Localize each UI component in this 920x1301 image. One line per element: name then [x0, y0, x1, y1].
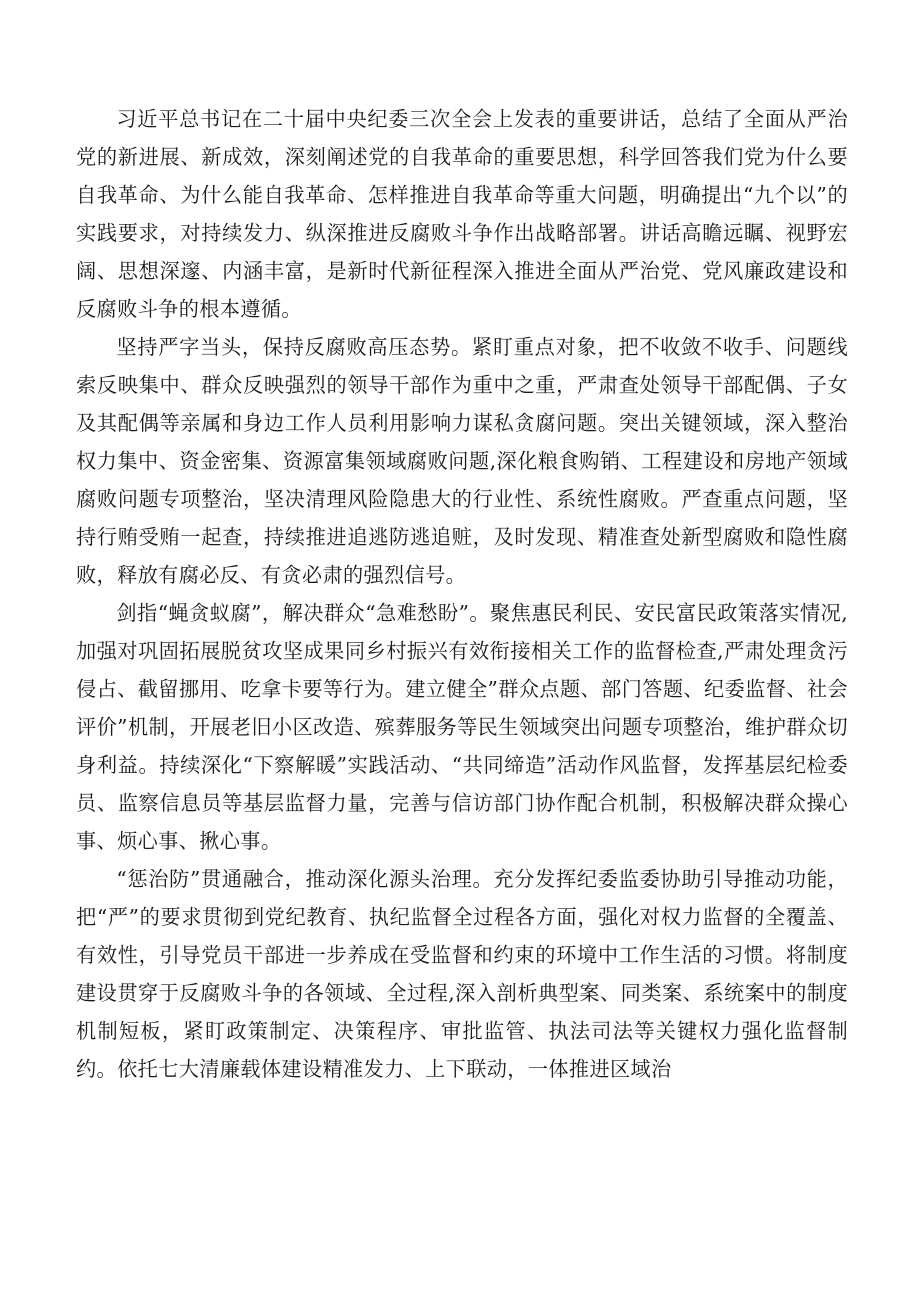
paragraph-source-governance: “惩治防”贯通融合，推动深化源头治理。充分发挥纪委监委协助引导推动功能，把“严”的要求贯彻到党纪教育、执纪监督全过程各方面，强化对权力监督的全覆盖、有效性，引导党员干部进一步养成在受监督和约束的环境中工作生活的习惯。将制度建设贯穿于反腐败斗争的各领域、全过程,深入剖析典型案、同类案、系统案中的制度机制短板，紧盯政策制定、决策程序、审批监管、执法司法等关键权力强化监督制约。依托七大清廉载体建设精准发力、上下联动，一体推进区域治	[76, 867, 848, 1081]
paragraph-grassroots-corruption: 剑指“蝇贪蚁腐”，解决群众“急难愁盼”。聚焦惠民利民、安民富民政策落实情况,加强对巩固拓展脱贫攻坚成果同乡村振兴有效衔接相关工作的监督检查,严肃处理贪污侵占、截留挪用、吃拿卡要等行为。建立健全”群众点题、部门答题、纪委监督、社会评价”机制，开展老旧小区改造、殡葬服务等民生领域突出问题专项整治，维护群众切身利益。持续深化“下察解暖”实践活动、“共同缔造”活动作风监督，发挥基层纪检委员、监察信息员等基层监督力量，完善与信访部门协作配合机制，积极解决群众操心事、烦心事、揪心事。	[76, 601, 848, 853]
paragraph-strict-anti-corruption: 坚持严字当头，保持反腐败高压态势。紧盯重点对象，把不收敛不收手、问题线索反映集中、群众反映强烈的领导干部作为重中之重，严肃查处领导干部配偶、子女及其配偶等亲属和身边工作人员利用影响力谋私贪腐问题。突出关键领域，深入整治权力集中、资金密集、资源富集领域腐败问题,深化粮食购销、工程建设和房地产领域腐败问题专项整治，坚决清理风险隐患大的行业性、系统性腐败。严查重点问题，坚持行贿受贿一起查，持续推进追逃防逃追赃，及时发现、精准查处新型腐败和隐性腐败，释放有腐必反、有贪必肃的强烈信号。	[76, 335, 848, 587]
paragraph-intro: 习近平总书记在二十届中央纪委三次全会上发表的重要讲话，总结了全面从严治党的新进展、新成效，深刻阐述党的自我革命的重要思想，科学回答我们党为什么要自我革命、为什么能自我革命、怎样推进自我革命等重大问题，明确提出“九个以”的实践要求，对持续发力、纵深推进反腐败斗争作出战略部署。讲话高瞻远瞩、视野宏阔、思想深邃、内涵丰富，是新时代新征程深入推进全面从严治党、党风廉政建设和反腐败斗争的根本遵循。	[76, 107, 848, 321]
